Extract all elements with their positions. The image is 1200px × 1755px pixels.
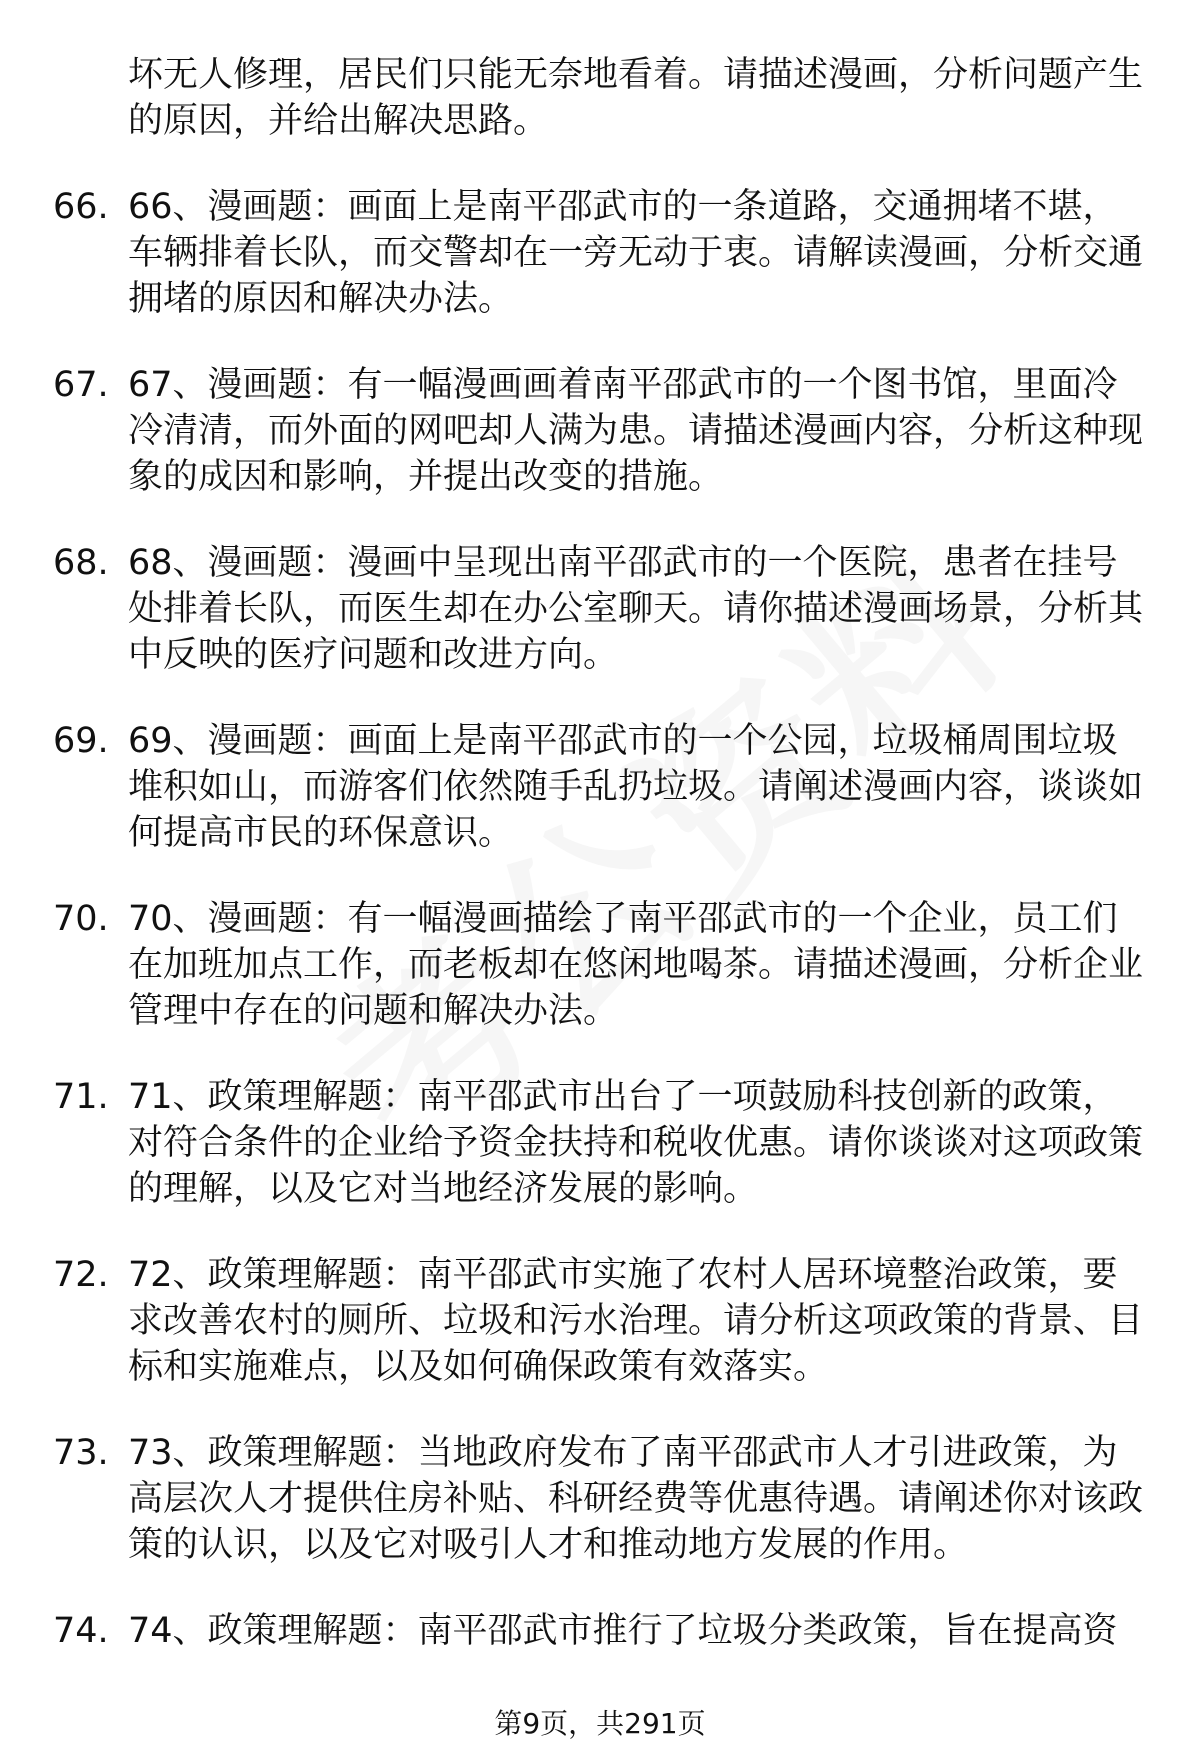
list-item [0,1074,1200,1212]
item-text: 73、政策理解题：当地政府发布了南平邵武市人才引进政策，为高层次人才提供住房补贴、科研经费等优惠待遇。请阐述你对该政策的认识，以及它对吸引人才和推动地方发展的作用。 [128,1433,1144,1565]
item-text: 68、漫画题：漫画中呈现出南平邵武市的一个医院，患者在挂号处排着长队，而医生却在办公室聊天。请你描述漫画场景，分析其中反映的医疗问题和改进方向。 [128,543,1144,675]
item-text: 70、漫画题：有一幅漫画描绘了南平邵武市的一个企业，员工们在加班加点工作，而老板却在悠闲地喝茶。请描述漫画，分析企业管理中存在的问题和解决办法。 [128,899,1144,1031]
item-number: 67. [53,365,109,405]
item-number: 74. [53,1611,109,1651]
list-item [0,52,1200,144]
list-item [0,540,1200,678]
list-item [0,896,1200,1034]
item-text: 69、漫画题：画面上是南平邵武市的一个公园，垃圾桶周围垃圾堆积如山，而游客们依然随手乱扔垃圾。请阐述漫画内容，谈谈如何提高市民的环保意识。 [128,721,1144,853]
list-item [0,362,1200,500]
item-text: 74、政策理解题：南平邵武市推行了垃圾分类政策，旨在提高资 [128,1611,1118,1651]
item-number: 71. [53,1077,109,1117]
list-item [0,1252,1200,1390]
item-number: 72. [53,1255,109,1295]
item-text: 71、政策理解题：南平邵武市出台了一项鼓励科技创新的政策，对符合条件的企业给予资金扶持和税收优惠。请你谈谈对这项政策的理解，以及它对当地经济发展的影响。 [128,1077,1144,1209]
list-item [0,184,1200,322]
page-footer: 第9页，共291页 [494,1707,706,1740]
item-text: 66、漫画题：画面上是南平邵武市的一条道路，交通拥堵不堪，车辆排着长队，而交警却在一旁无动于衷。请解读漫画，分析交通拥堵的原因和解决办法。 [128,187,1144,319]
item-number: 69. [53,721,109,761]
list-item [0,718,1200,856]
item-text: 67、漫画题：有一幅漫画画着南平邵武市的一个图书馆，里面冷冷清清，而外面的网吧却人满为患。请描述漫画内容，分析这种现象的成因和影响，并提出改变的措施。 [128,365,1144,497]
item-text: 72、政策理解题：南平邵武市实施了农村人居环境整治政策，要求改善农村的厕所、垃圾和污水治理。请分析这项政策的背景、目标和实施难点，以及如何确保政策有效落实。 [128,1255,1144,1387]
list-item [0,1430,1200,1568]
item-text: 坏无人修理，居民们只能无奈地看着。请描述漫画，分析问题产生的原因，并给出解决思路。 [128,55,1144,141]
item-number: 70. [53,899,109,939]
list-item [0,1608,1200,1654]
item-number: 66. [53,187,109,227]
question-list [0,52,1200,1694]
item-number: 73. [53,1433,109,1473]
item-number: 68. [53,543,109,583]
